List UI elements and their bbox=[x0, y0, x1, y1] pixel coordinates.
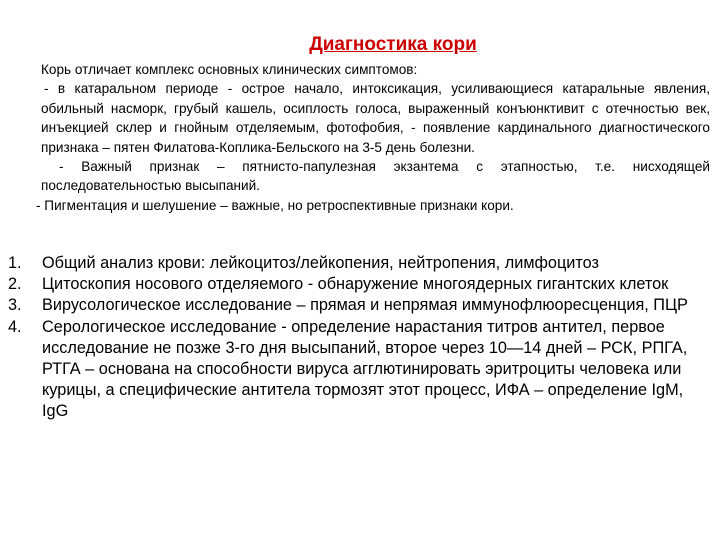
intro-paragraph-exanthema: - Важный признак – пятнисто-папулезная экзантема с этапностью, т.е. нисходящей последовательностью высыпаний. bbox=[41, 159, 710, 194]
list-item-number: 1. bbox=[8, 254, 22, 272]
list-item-number: 3. bbox=[8, 296, 22, 315]
list-item-text: Серологическое исследование - определение нарастания титров антител, первое исследование не позже 3-го дня высыпаний, второе через 10—14 дней – РСК, РПГА, РТГА – основана на способности вируса агглютинировать эритроциты человека или курицы, а специфические антитела тормозят этот процесс, ИФА – определение IgM, IgG bbox=[42, 317, 688, 421]
list-item-number: 2. bbox=[8, 275, 22, 294]
intro-block bbox=[36, 60, 710, 215]
list-item-text: Вирусологическое исследование – прямая и непрямая иммунофлюоресценция, ПЦР bbox=[42, 296, 688, 315]
list-item bbox=[8, 253, 708, 274]
intro-paragraph-catarrhal: - в катаральном периоде - острое начало, интоксикация, усиливающиеся катаральные явления, обильный насморк, грубый кашель, осиплость голоса, выраженный конъюнктивит с отечностью век, инъекцией склер и гнойным отделяемым, фотофобия, - появление кардинального диагностического признака – пятен Филатова-Коплика-Бельского на 3-5 день болезни. bbox=[41, 81, 710, 155]
diagnostic-methods-list bbox=[8, 253, 708, 423]
list-item-text: Общий анализ крови: лейкоцитоз/лейкопения, нейтропения, лимфоцитоз bbox=[42, 254, 599, 272]
list-item bbox=[8, 274, 708, 295]
intro-heading: Корь отличает комплекс основных клинических симптомов: bbox=[41, 62, 418, 77]
intro-paragraph-pigmentation: - Пигментация и шелушение – важные, но ретроспективные признаки кори. bbox=[36, 197, 514, 213]
list-item bbox=[8, 317, 708, 423]
list-item-text: Цитоскопия носового отделяемого - обнаружение многоядерных гигантских клеток bbox=[42, 275, 669, 294]
list-item-number: 4. bbox=[8, 317, 22, 336]
page-title: Диагностика кори bbox=[309, 34, 477, 55]
list-item bbox=[8, 295, 708, 316]
